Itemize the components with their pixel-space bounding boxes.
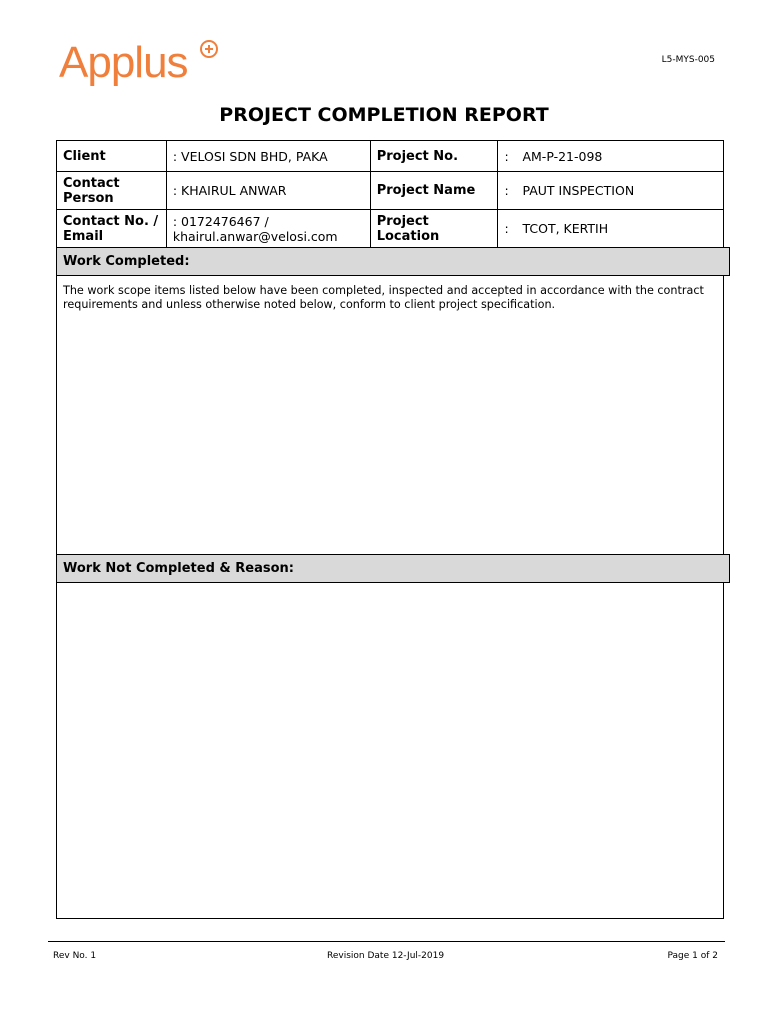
footer-rev-no: Rev No. 1 — [53, 951, 97, 961]
colon: : — [504, 221, 509, 236]
project-name-label: Project Name — [370, 172, 498, 210]
project-location-cell — [498, 210, 724, 248]
project-location-value: TCOT, KERTIH — [522, 221, 609, 236]
plus-circle-icon — [200, 40, 218, 58]
project-name-cell — [498, 172, 724, 210]
work-completed-text: The work scope items listed below have been completed, inspected and accepted in accordance with the contract requirements and unless otherwise noted below, conform to client project specification. — [63, 284, 704, 311]
client-value: : VELOSI SDN BHD, PAKA — [166, 141, 370, 172]
contact-person-value: : KHAIRUL ANWAR — [166, 172, 370, 210]
project-no-label: Project No. — [370, 141, 498, 172]
work-not-completed-heading: Work Not Completed & Reason: — [56, 554, 730, 583]
contact-no-value: : 0172476467 / khairul.anwar@velosi.com — [166, 210, 370, 248]
contact-no-label: Contact No. / Email — [57, 210, 167, 248]
colon: : — [504, 183, 509, 198]
work-completed-body — [56, 276, 724, 555]
document-code: L5-MYS-005 — [661, 55, 715, 65]
page-title: PROJECT COMPLETION REPORT — [219, 104, 549, 126]
contact-person-label: Contact Person — [57, 172, 167, 210]
footer-revision-date: Revision Date 12-Jul-2019 — [327, 951, 445, 961]
footer-divider — [48, 941, 725, 942]
logo-text: Applus — [59, 38, 188, 87]
project-no-cell — [498, 141, 724, 172]
project-location-label: Project Location — [370, 210, 498, 248]
project-no-value: AM-P-21-098 — [522, 148, 603, 164]
work-not-completed-body — [56, 583, 724, 919]
project-name-value: PAUT INSPECTION — [522, 183, 635, 198]
project-info-table — [56, 140, 724, 248]
footer-page-number: Page 1 of 2 — [667, 951, 718, 961]
applus-logo — [59, 38, 188, 88]
colon: : — [504, 148, 509, 164]
client-label: Client — [57, 141, 167, 172]
work-completed-heading: Work Completed: — [56, 247, 730, 276]
